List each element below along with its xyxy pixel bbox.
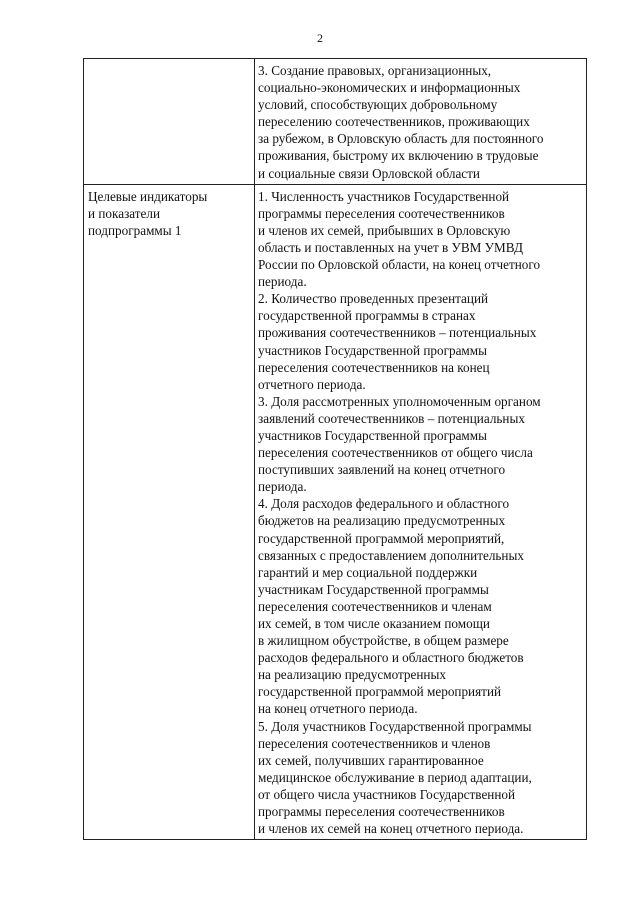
text-line: поступивших заявлений на конец отчетного [258,462,506,478]
text-line: переселения соотечественников и членов [258,735,491,751]
text-line: 2. Количество проведенных презентаций [258,291,489,307]
text-line: бюджетов на реализацию предусмотренных [258,513,506,529]
page-number: 2 [317,31,323,45]
text-line: медицинское обслуживание в период адаптации, [258,769,532,785]
text-line: переселению соотечественников, проживающих [258,114,530,130]
text-line: 5. Доля участников Государственной программы [258,718,532,734]
text-line: расходов федерального и областного бюджетов [258,650,524,666]
text-line: и социальные связи Орловской области [258,165,480,181]
text-line: проживания, быстрому их включению в трудовые [258,148,539,164]
text-line: переселения соотечественников и членам [258,598,492,614]
text-line: условий, способствующих добровольному [258,97,498,113]
text-line: связанных с предоставлением дополнительных [258,547,524,563]
text-line: периода. [258,274,307,290]
label-line: Целевые индикаторы [88,188,208,204]
text-line: России по Орловской области, на конец отчетного [258,257,541,273]
text-line: проживания соотечественников – потенциальных [258,325,537,341]
program-table [83,58,587,840]
text-line: и членов их семей, прибывших в Орловскую [258,222,511,238]
text-line: заявлений соотечественников – потенциальных [258,410,525,426]
label-line: подпрограммы 1 [88,222,182,238]
text-line: государственной программой мероприятий [258,684,502,700]
text-line: их семей, получивших гарантированное [258,752,484,768]
text-line: участников Государственной программы [258,427,487,443]
text-line: участников Государственной программы [258,342,487,358]
row-1-content-cell [255,59,587,185]
text-line: государственной программы в странах [258,308,476,324]
row-2-label-cell [84,184,255,840]
text-line: программы переселения соотечественников [258,205,505,221]
table-row-goals [84,59,587,185]
text-line: их семей, в том числе оказанием помощи [258,616,490,631]
text-line: 4. Доля расходов федерального и областного [258,496,510,512]
row-1-label-cell [84,59,255,185]
text-line: социально-экономических и информационных [258,80,521,96]
label-line: и показатели [88,205,161,221]
text-line: 3. Доля рассмотренных уполномоченным органом [258,393,541,409]
text-line: область и поставленных на учет в УВМ УМВД [258,239,524,255]
text-line: гарантий и мер социальной поддержки [258,564,478,580]
text-line: переселения соотечественников от общего числа [258,445,533,461]
row-2-content-cell [255,184,587,840]
text-line: периода. [258,479,307,495]
text-line: от общего числа участников Государственной [258,786,516,802]
text-line: участникам Государственной программы [258,581,489,597]
text-line: 1. Численность участников Государственной [258,188,510,204]
text-line: на реализацию предусмотренных [258,667,446,683]
text-line: отчетного периода. [258,376,366,392]
text-line: 3. Создание правовых, организационных, [258,63,492,78]
table-row-indicators [84,184,587,840]
text-line: государственной программой мероприятий, [258,530,505,546]
text-line: за рубежом, в Орловскую область для постоянного [258,131,544,147]
text-line: в жилищном обустройстве, в общем размере [258,633,509,649]
text-line: программы переселения соотечественников [258,804,505,820]
text-line: на конец отчетного периода. [258,701,418,717]
text-line: и членов их семей на конец отчетного периода. [258,821,524,837]
text-line: переселения соотечественников на конец [258,359,490,375]
